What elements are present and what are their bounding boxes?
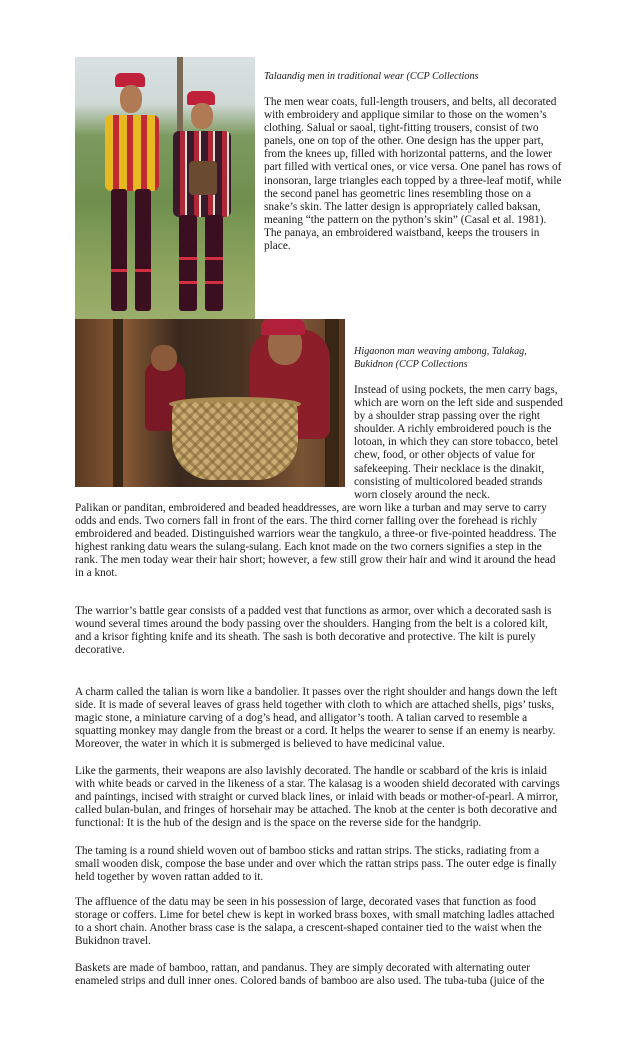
photo2-caption: Higaonon man weaving ambong, Talakag, Bukidnon (CCP Collections: [354, 346, 527, 370]
paragraph-talian-charm: A charm called the talian is worn like a bandolier. It passes over the right shoulder and hangs down the left side. It is made of several leaves of grass held together with cloth to which are attached shells, pigs’ tusks, magic stone, a miniature carving of a dog’s head, and alligator’s tooth. A talian carved to resemble a squatting monkey may dangle from the breast or a cord. It helps the wearer to sense if an enemy is nearby. Moreover, the water in which it is submerged is believed to have medicinal value.: [75, 686, 558, 751]
woven-basket: [172, 402, 298, 480]
paragraph-men-clothing: The men wear coats, full-length trousers, and belts, all decorated with embroidery and applique similar to those on the women’s clothing. Salual or saoal, tight-fitting trousers, consist of two panels, one on top of the other. One design has the upper part, from the knees up, filled with horizontal patterns, and the lower part filled with vertical ones, or vice versa. One panel has rows of inonsoran, large triangles each topped by a three-leaf motif, while the second panel has geometric lines resembling those on a snake’s skin. The latter design is appropriately called baksan, meaning “the pattern on the python’s skin” (Casal et al. 1981). The panaya, an embroidered waistband, keeps the trousers in place.: [264, 96, 562, 253]
paragraph-datu-affluence: The affluence of the datu may be seen in his possession of large, decorated vases that function as food storage or coffers. Lime for betel chew is kept in worked brass boxes, with small matching ladles attached to a short chain. Another brass case is the salapa, a crescent-shaped container tied to the waist when the Bukidnon travel.: [75, 896, 555, 948]
figure-weaver-headdress: [261, 319, 305, 335]
figure-background-head: [151, 345, 177, 371]
paragraph-taming-shield: The taming is a round shield woven out of bamboo sticks and rattan strips. The sticks, radiating from a small wooden disk, compose the base under and over which the rattan strips pass. The outer edge is finally held together by woven rattan added to it.: [75, 845, 557, 884]
paragraph-headdresses: Palikan or panditan, embroidered and beaded headdresses, are worn like a turban and may serve to carry odds and ends. Two corners fall in front of the ears. The third corner falling over the forehead is richly embroidered and beaded. Distinguished warriors wear the tangkulo, a three-or five-pointed headdress. The highest ranking datu wears the sulang-sulang. Each knot made on the two corners signifies a step in the rank. The men today wear their hair short; however, a few still grow their hair and wind it around the head in a knot.: [75, 502, 557, 580]
photo-talaandig-men: [75, 57, 255, 319]
paragraph-battle-gear: The warrior’s battle gear consists of a padded vest that functions as armor, over which a decorated sash is wound several times around the body passing over the shoulders. Hanging from the belt is a colored kilt, and a krisor fighting knife and its sheath. The sash is both decorative and protective. The kilt is purely decorative.: [75, 605, 552, 657]
paragraph-weapons: Like the garments, their weapons are also lavishly decorated. The handle or scabbard of the kris is inlaid with white beads or carved in the likeness of a star. The kalasag is a wooden shield decorated with carvings and paintings, incised with straight or curved black lines, or inlaid with beads or mother-of-pearl. A mirror, called bulan-bulan, and fringes of horsehair may be attached. The knob at the center is both decorative and functional: It is the hub of the design and is the space on the reverse side for the handgrip.: [75, 765, 560, 830]
wooden-post: [113, 319, 123, 487]
paragraph-baskets: Baskets are made of bamboo, rattan, and pandanus. They are simply decorated with alternating outer enameled strips and dull inner ones. Colored bands of bamboo are also used. The tuba-tuba (juice of the: [75, 962, 545, 988]
photo-higaonon-weaving: [75, 319, 345, 487]
photo1-caption: Talaandig men in traditional wear (CCP Collections: [264, 71, 479, 82]
paragraph-bags: Instead of using pockets, the men carry bags, which are worn on the left side and suspended by a shoulder strap passing over the right shoulder. A richly embroidered pouch is the lotoan, in which they can store tobacco, betel chew, food, or other objects of value for safekeeping. Their necklace is the dinakit, consisting of multicolored beaded strands worn closely around the neck.: [354, 384, 563, 501]
